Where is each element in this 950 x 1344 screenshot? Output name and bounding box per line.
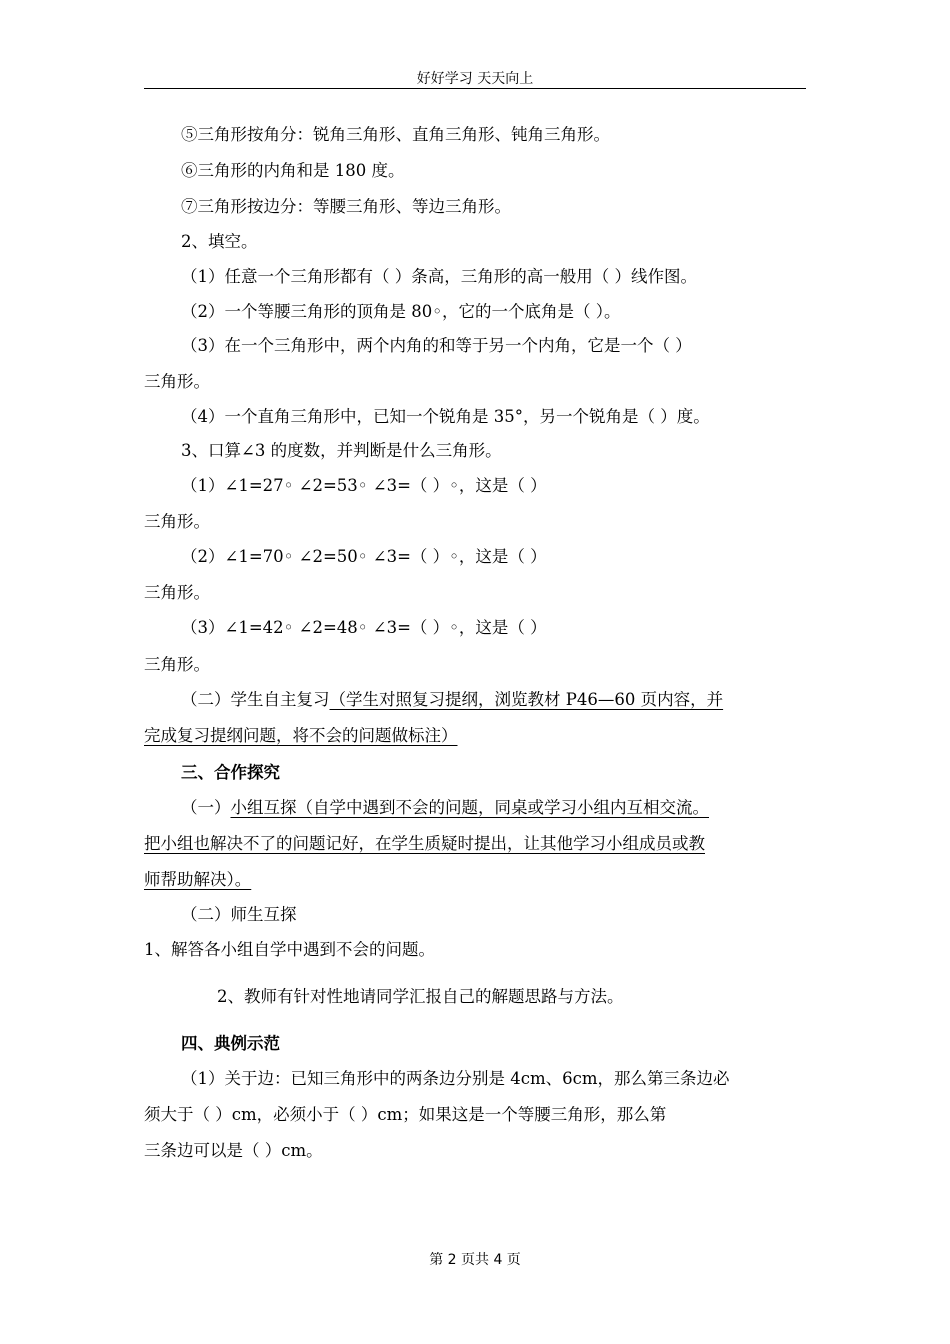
text-line: （2）∠1=70◦ ∠2=50◦ ∠3=（ ）◦，这是（ ） bbox=[181, 547, 547, 566]
text-line: ⑦三角形按边分：等腰三角形、等边三角形。 bbox=[181, 197, 511, 216]
text-line: （3）在一个三角形中，两个内角的和等于另一个内角，它是一个（ ） bbox=[181, 336, 692, 355]
section-label: （二）学生自主复习 bbox=[181, 690, 330, 709]
text-line: （2）一个等腰三角形的顶角是 80◦，它的一个底角是（ ）。 bbox=[181, 302, 621, 321]
underlined-note: 完成复习提纲问题，将不会的问题做标注） bbox=[144, 726, 458, 745]
text-line: （二）师生互探 bbox=[181, 905, 297, 924]
underlined-note: （学生对照复习提纲，浏览教材 P46—60 页内容，并 bbox=[329, 690, 724, 709]
text-line: （4）一个直角三角形中，已知一个锐角是 35°，另一个锐角是（ ）度。 bbox=[181, 407, 710, 426]
text-line: 三角形。 bbox=[144, 655, 210, 674]
page-number: 第 2 页共 4 页 bbox=[429, 1252, 521, 1268]
page-header: 好好学习 天天向上 bbox=[416, 71, 534, 87]
underlined-note: 小组互探（自学中遇到不会的问题，同桌或学习小组内互相交流。 bbox=[230, 798, 709, 817]
text-line: （1）任意一个三角形都有（ ）条高，三角形的高一般用（ ）线作图。 bbox=[181, 267, 697, 286]
text-line: ⑥三角形的内角和是 180 度。 bbox=[181, 161, 405, 180]
text-line: ⑤三角形按角分：锐角三角形、直角三角形、钝角三角形。 bbox=[181, 125, 610, 144]
text-line: （3）∠1=42◦ ∠2=48◦ ∠3=（ ）◦，这是（ ） bbox=[181, 618, 547, 637]
text-line: （1）∠1=27◦ ∠2=53◦ ∠3=（ ）◦，这是（ ） bbox=[181, 476, 547, 495]
text-line: 三角形。 bbox=[144, 583, 210, 602]
text-line: 2、教师有针对性地请同学汇报自己的解题思路与方法。 bbox=[217, 987, 624, 1006]
section-heading: 三、合作探究 bbox=[181, 763, 280, 782]
section-heading: 四、典例示范 bbox=[181, 1034, 280, 1053]
section-label: （一） bbox=[181, 798, 231, 817]
text-line: 3、口算∠3 的度数，并判断是什么三角形。 bbox=[181, 441, 502, 460]
text-line: 1、解答各小组自学中遇到不会的问题。 bbox=[144, 940, 435, 959]
text-line: 三角形。 bbox=[144, 512, 210, 531]
text-line: 2、填空。 bbox=[181, 232, 258, 251]
text-line: （1）关于边：已知三角形中的两条边分别是 4cm、6cm，那么第三条边必 bbox=[181, 1069, 730, 1088]
text-line bbox=[181, 689, 806, 711]
underlined-note: 把小组也解决不了的问题记好，在学生质疑时提出，让其他学习小组成员或教 bbox=[144, 834, 705, 853]
underlined-note: 师帮助解决）。 bbox=[144, 870, 252, 889]
text-line: 三角形。 bbox=[144, 372, 210, 391]
header-divider bbox=[144, 88, 806, 89]
text-line: 须大于（ ）cm，必须小于（ ）cm；如果这是一个等腰三角形，那么第 bbox=[144, 1105, 667, 1124]
text-line: 三条边可以是（ ）cm。 bbox=[144, 1141, 323, 1160]
text-line bbox=[181, 797, 806, 819]
